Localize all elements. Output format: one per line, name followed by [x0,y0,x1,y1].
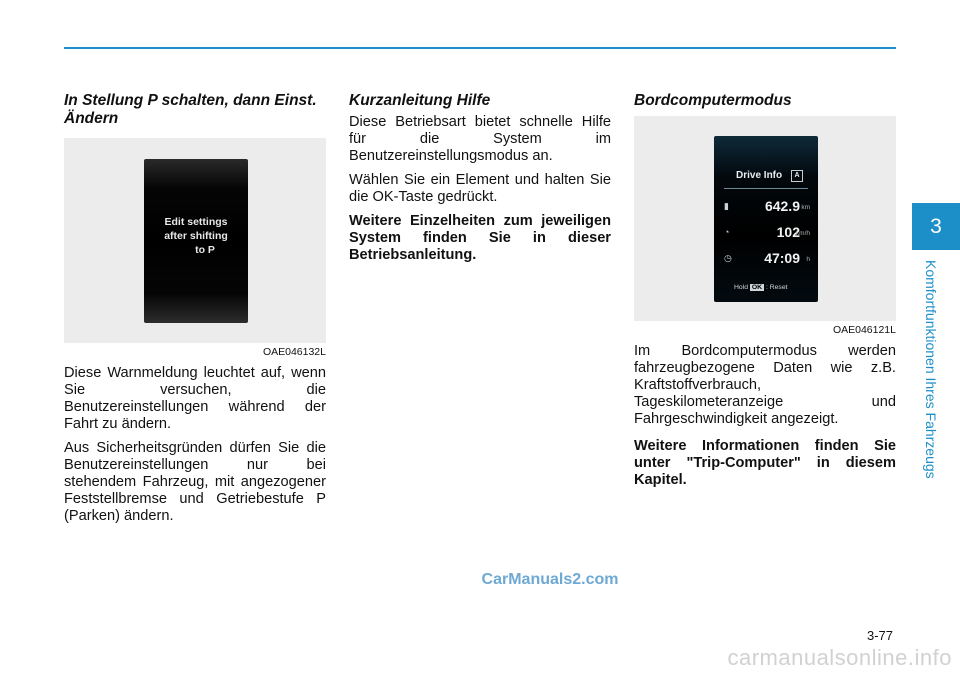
figure-caption: OAE046132L [262,346,326,358]
cluster-screen [714,136,818,302]
row-unit: h [806,256,810,263]
screen-row-speed [724,224,810,242]
chapter-title: Komfortfunktionen Ihres Fahrzeugs [923,260,939,479]
hint-reset: : Reset [765,284,788,291]
top-rule [64,47,896,49]
watermark-link[interactable]: CarManuals2.com [481,571,619,588]
figure-caption: OAE046121L [832,324,896,336]
screen-badge: A [791,170,803,182]
paragraph-bold: Weitere Informationen finden Sie unter "Trip-Computer" in diesem Kapitel. [634,438,896,488]
screen-line: after shifting [164,230,228,242]
section-heading: Kurzanleitung Hilfe [349,92,491,109]
row-unit: km/h [795,230,810,237]
chapter-tab: 3 [912,203,960,250]
paragraph: Diese Warnmeldung leuchtet auf, wenn Sie versuchen, die Benutzereinstellungen während der Fahrt zu ändern. [64,365,326,432]
row-value: 47:09 [764,250,800,266]
column-3 [634,92,896,496]
section-heading: Bordcomputermodus [634,92,792,109]
row-unit: km [801,204,810,211]
screen-row-time [724,250,810,268]
screen-hint [734,284,788,291]
paragraph-bold: Weitere Einzelheiten zum jeweiligen System finden Sie in dieser Betriebsanleitung. [349,213,611,263]
figure-warning-screen [64,138,326,343]
screen-divider [724,188,808,189]
ok-key-label: OK [751,284,763,291]
column-2 [349,92,611,271]
screen-message [144,215,248,257]
figure-drive-info-screen [634,116,896,321]
page-number: 3-77 [866,628,893,643]
watermark-footer: carmanualsonline.info [727,645,952,670]
clock-icon: ◷ [724,253,732,263]
section-heading: In Stellung P schalten, dann Einst. Ändern [64,92,317,127]
screen-row-distance [724,198,810,216]
screen-line: to P [195,244,215,256]
hint-hold: Hold [734,284,748,291]
paragraph: Wählen Sie ein Element und halten Sie die OK-Taste gedrückt. [349,172,611,205]
cluster-screen [144,159,248,323]
paragraph: Aus Sicherheitsgründen dürfen Sie die Benutzereinstellungen nur bei stehendem Fahrzeug, mit angezogener Feststellbremse und Getriebestufe P (Parken) ändern. [64,440,326,524]
fuel-icon: ▮ [724,201,729,211]
row-value: 102 [776,224,800,240]
screen-line: Edit settings [164,216,228,228]
screen-title: Drive Info [736,170,783,181]
column-1 [64,92,326,532]
paragraph: Diese Betriebsart bietet schnelle Hilfe für die System im Benutzereinstellungsmodus an. [349,114,611,164]
row-value: 642.9 [764,198,800,214]
speedometer-icon: ◔ [724,227,730,237]
paragraph: Im Bordcomputermodus werden fahrzeugbezogene Daten wie z.B. Kraftstoffverbrauch, Tageskilometeranzeige und Fahrgeschwindigkeit angezeigt. [634,343,896,427]
